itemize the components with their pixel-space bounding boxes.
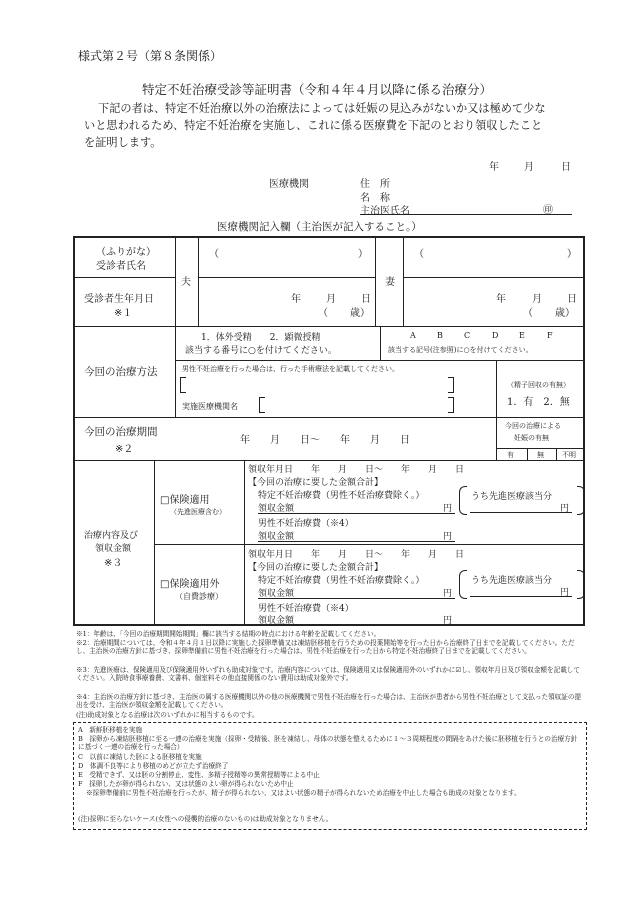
amount-underline (258, 513, 455, 514)
col-divider (527, 448, 528, 460)
husband-birth-day: 日 (361, 294, 371, 305)
option-letter-d: D (492, 331, 499, 340)
col-divider (175, 236, 176, 417)
row-divider (198, 277, 375, 278)
male-treatment-note: 男性不妊治療を行った場合は、行った手術療法を記載してください。 (182, 365, 399, 373)
insured-received-amount-2: 領収金額 (258, 532, 295, 542)
row-divider (403, 277, 585, 278)
pregnancy-no[interactable]: 無 (537, 451, 544, 459)
sperm-retrieval-label: （精子回収の有無） (507, 381, 570, 389)
amount-underline (258, 598, 455, 599)
insured-checkbox[interactable]: □保険適用 (160, 495, 210, 506)
advanced-bracket-left (459, 486, 467, 515)
insured-specific-cost: 特定不妊治療費（男性不妊治療費除く。） (258, 491, 425, 501)
wife-label: 妻 (385, 277, 395, 288)
uninsured-advanced-label: うち先進医療該当分 (471, 576, 553, 586)
wife-furigana-close: ） (567, 249, 577, 260)
option-letters-instruction: 該当する記号(注参照)に○を付けてください。 (388, 346, 533, 354)
advanced-bracket-right (577, 486, 585, 515)
amount-underline (258, 625, 455, 626)
husband-furigana-open: （ (209, 249, 219, 260)
uninsured-checkbox[interactable]: □保険適用外 (160, 579, 220, 590)
insured-advanced-yen: 円 (560, 504, 570, 514)
footnote-3: ※3：先進医療は、保険適用及び保険適用外いずれも助成対象です。治療内容については、保険適用又は保険適用外のいずれかに☑し、領収年月日及び領収金額を記載してください。入院時食事療養費、文書料、個室料その他直接関係のない費用は助成対象外です。 (76, 666, 580, 683)
uninsured-receipt-period: 領収年月日 年 月 日～ 年 月 日 (248, 550, 465, 560)
insured-male-cost: 男性不妊治療費（※4） (258, 519, 354, 529)
treatment-f: F 採卵したが卵が得られない、又は状態のよい卵が得られないため中止 (78, 780, 294, 788)
footnote-5: (注)助成対象となる治療は次のいずれかに相当するものです。 (76, 711, 259, 719)
institution-bracket-left (259, 397, 265, 413)
intro-line-3: を証明します。 (84, 136, 162, 149)
wife-age-open: （ (523, 308, 533, 319)
institution-label: 医療機関 (269, 179, 309, 190)
insured-received-amount: 領収金額 (258, 504, 295, 514)
row-divider (73, 326, 585, 327)
col-divider (556, 448, 557, 460)
doctor-signature-line (360, 214, 572, 215)
content-label-1: 治療内容及び (84, 531, 139, 541)
col-divider (403, 236, 404, 326)
husband-label: 夫 (181, 277, 191, 288)
col-divider (244, 460, 245, 626)
insured-sub-label: （先進医療含む） (170, 508, 226, 516)
footnote-4: ※4：主治医の治療方針に基づき、主治医の属する医療機関以外の他の医療機関で男性不妊治療を行った場合は、主治医が患者から男性不妊治療として支払った領収証の提出を受け、主治医が領収金額を記載してください。 (76, 693, 582, 710)
treatment-period-value: 年 月 日～ 年 月 日 (240, 435, 410, 446)
treatment-options-instruction: 該当する番号に○を付けてください。 (185, 346, 337, 356)
footnote-2: ※2：治療期間については、令和４年４月１日以降に実施した採卵準備又は凍結胚移植を行うための投薬開始等を行った日から治療終了日までを記載してください。ただし、主治医の治療方針に基づき、採卵準備前に男性不妊治療を行った場合は、男性不妊治療を行った日から特定不妊治療終了日までを記載してください。 (76, 639, 575, 656)
pregnancy-yes[interactable]: 有 (507, 451, 514, 459)
insured-advanced-label: うち先進医療該当分 (471, 492, 553, 502)
husband-birth-month: 月 (326, 294, 336, 305)
pregnancy-label-2: 妊娠の有無 (514, 434, 549, 442)
wife-furigana-open: （ (414, 249, 424, 260)
uninsured-male-cost: 男性不妊治療費（※4） (258, 604, 354, 614)
footnote-1: ※1：年齢は、「今回の治療期間開始期間」欄に該当する結期の時点における年齢を記載してください。 (76, 630, 381, 638)
option-letter-a: A (410, 331, 416, 340)
treatment-a: A 新鮮胚移植を実施 (78, 726, 143, 734)
option-letter-b: B (437, 331, 443, 340)
row-divider (73, 460, 585, 461)
husband-birth-year: 年 (291, 294, 301, 305)
uninsured-specific-cost: 特定不妊治療費（男性不妊治療費除く。） (258, 576, 425, 586)
note2-mark: ※２ (115, 444, 134, 455)
date-month: 月 (524, 162, 534, 173)
treatment-d: D 体調不良等により移植のめどが立たず治療終了 (78, 762, 229, 770)
sperm-retrieval-options: 1．有 2．無 (507, 397, 570, 408)
date-day: 日 (561, 162, 571, 173)
col-divider (198, 236, 199, 326)
amount-underline (470, 512, 572, 513)
col-divider (496, 360, 497, 460)
date-year: 年 (489, 162, 499, 173)
treatment-b: B 採卵から凍結胚移植に至る一連の治療を実施（採卵・受精後、胚を凍結し、母体の状態を整えるために１～３周期程度の間隔をあけた後に胚移植を行うとの治療方針に基づく一連の治療を行った場合） (78, 735, 578, 752)
treatment-method-label: 今回の治療方法 (84, 366, 158, 378)
wife-birth-month: 月 (532, 294, 542, 305)
col-divider (380, 326, 381, 360)
note1-mark: ※１ (114, 308, 133, 319)
institution-address-label: 住 所 (360, 179, 390, 190)
wife-birth-year: 年 (496, 294, 506, 305)
seal-mark: ㊞ (543, 205, 553, 216)
treatment-options-main: 1．体外受精 2．顕微授精 (201, 333, 321, 343)
content-label-2: 領収金額 (95, 544, 132, 554)
surgery-bracket-left (180, 377, 186, 393)
insured-yen-1: 円 (443, 504, 453, 514)
husband-age-open: （ (318, 308, 328, 319)
amount-underline (258, 541, 455, 542)
male-treatment-eligibility: ※採卵準備前に男性不妊治療を行ったが、精子が得られない、又はよい状態の精子が得られないため治療を中止した場合も助成の対象となります。 (86, 789, 521, 797)
option-letter-e: E (519, 331, 525, 340)
institution-name-label: 名 称 (360, 193, 390, 204)
advanced-bracket-left (459, 570, 467, 599)
husband-age: 歳） (350, 308, 370, 319)
uninsured-advanced-yen: 円 (560, 588, 570, 598)
furigana-label: （ふりがな） (96, 247, 156, 258)
section-title: 医療機関記入欄（主治医が記入すること。） (217, 221, 422, 233)
pregnancy-unknown[interactable]: 不明 (562, 451, 576, 459)
row-divider (73, 417, 585, 418)
uninsured-yen-1: 円 (443, 589, 453, 599)
note3-mark: ※３ (104, 558, 123, 569)
doctor-name-label: 主治医氏名 (360, 206, 410, 217)
uninsured-sub-label: （自費診療） (175, 592, 223, 601)
col-divider (154, 460, 155, 626)
col-divider (375, 236, 376, 326)
husband-furigana-close: ） (358, 249, 368, 260)
surgery-bracket-right (448, 377, 454, 393)
option-letter-c: C (464, 331, 471, 340)
wife-age: 歳） (555, 308, 575, 319)
insured-yen-2: 円 (443, 532, 453, 542)
wife-birth-day: 日 (567, 294, 577, 305)
option-letter-f: F (547, 331, 553, 340)
document-title: 特定不妊治療受診等証明書（令和４年４月以降に係る治療分） (142, 82, 493, 97)
intro-line-2: いと思われるため、特定不妊治療を実施し、これに係る医療費を下記のとおり領収したこと (84, 119, 543, 132)
insured-receipt-period: 領収年月日 年 月 日～ 年 月 日 (248, 465, 465, 475)
treatment-c: C 以前に凍結した胚による胚移植を実施 (78, 753, 202, 761)
intro-line-1: 下記の者は、特定不妊治療以外の治療法によっては妊娠の見込みがないか又は極めて少な (98, 102, 546, 115)
form-number: 様式第２号（第８条関係） (78, 49, 223, 63)
treatment-period-label: 今回の治療期間 (84, 426, 158, 438)
ineligible-note: (注)採卵に至らないケース(女性への侵襲的治療のないもの)は助成対象となりません。 (78, 815, 333, 823)
row-divider (154, 544, 585, 545)
advanced-bracket-right (577, 570, 585, 599)
implementing-institution-label: 実施医療機関名 (182, 402, 238, 411)
birthdate-label: 受診者生年月日 (84, 294, 154, 305)
row-divider (73, 277, 175, 278)
amount-underline (470, 596, 572, 597)
patient-name-label: 受診者氏名 (96, 261, 146, 272)
pregnancy-label-1: 今回の治療による (505, 422, 561, 430)
row-divider (496, 448, 585, 449)
institution-bracket-right (448, 397, 454, 413)
row-divider (175, 360, 585, 361)
uninsured-yen-2: 円 (443, 616, 453, 626)
uninsured-total-header: 【今回の治療に要した金額合計】 (248, 563, 384, 573)
treatment-e: E 受精できず、又は胚の分割停止、変性、多精子授精等の異常授精等による中止 (78, 771, 320, 779)
insured-total-header: 【今回の治療に要した金額合計】 (248, 478, 384, 488)
uninsured-received-amount: 領収金額 (258, 589, 295, 599)
uninsured-received-amount-2: 領収金額 (258, 616, 295, 626)
